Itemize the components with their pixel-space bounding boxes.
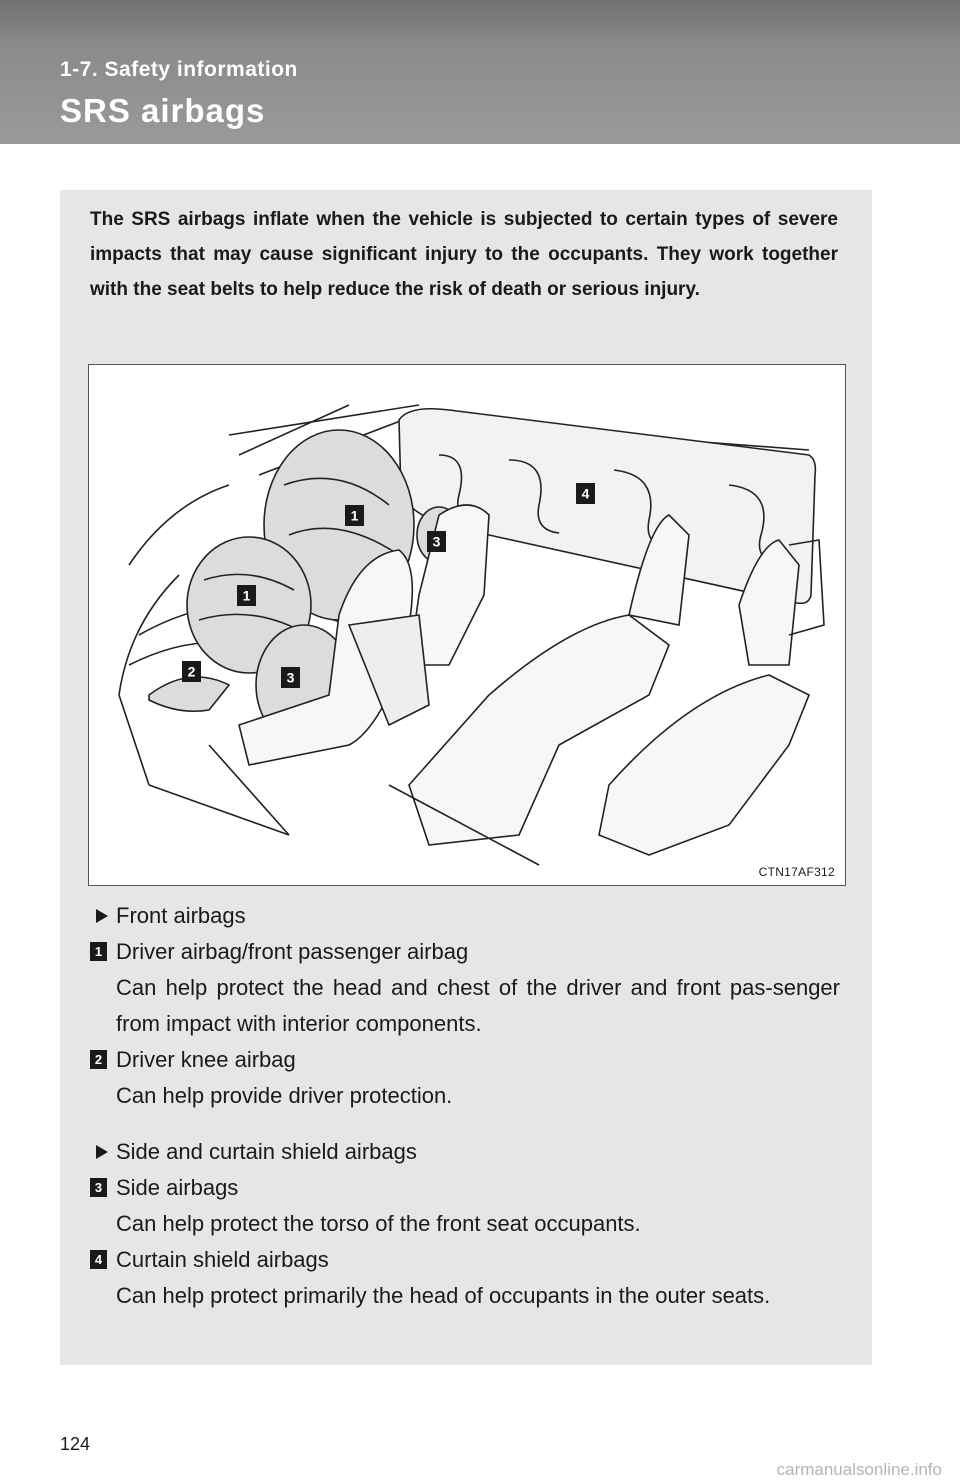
group-heading-side: Side and curtain shield airbags xyxy=(90,1134,840,1170)
page-header xyxy=(0,0,960,144)
list-item xyxy=(90,1242,840,1314)
item-description: Can help protect the torso of the front seat occupants. xyxy=(116,1211,641,1236)
content-panel xyxy=(60,190,872,1365)
item-name: Side airbags xyxy=(116,1175,239,1200)
list-item xyxy=(90,1042,840,1114)
page-number: 124 xyxy=(60,1434,91,1454)
triangle-bullet-icon xyxy=(96,1145,108,1159)
group-heading-front: Front airbags xyxy=(90,898,840,934)
svg-text:2: 2 xyxy=(187,663,196,680)
item-name: Curtain shield airbags xyxy=(116,1247,329,1272)
number-marker: 1 xyxy=(90,942,107,961)
number-marker: 3 xyxy=(90,1178,107,1197)
svg-text:4: 4 xyxy=(581,485,590,502)
svg-text:3: 3 xyxy=(286,669,295,686)
label-1-upper xyxy=(345,505,364,526)
label-2 xyxy=(182,661,201,682)
watermark: carmanualsonline.info xyxy=(776,1460,942,1479)
section-title: 1-7. Safety information xyxy=(60,58,298,81)
label-1-lower xyxy=(237,585,256,606)
intro-text: The SRS airbags inflate when the vehicle is subjected to certain types of severe impacts that may cause significant injury to the occupants. They work together with the seat belts to help reduce the risk of death or serious injury. xyxy=(90,209,838,300)
triangle-bullet-icon xyxy=(96,909,108,923)
item-name: Driver airbag/front passenger airbag xyxy=(116,939,469,964)
item-name: Driver knee airbag xyxy=(116,1047,296,1072)
list-item xyxy=(90,934,840,1042)
item-description: Can help protect the head and chest of the driver and front pas-senger from impact with interior components. xyxy=(116,975,840,1036)
svg-text:3: 3 xyxy=(432,533,441,550)
item-description: Can help protect primarily the head of occupants in the outer seats. xyxy=(116,1283,771,1308)
item-description: Can help provide driver protection. xyxy=(116,1083,453,1108)
list-item xyxy=(90,1170,840,1242)
svg-text:1: 1 xyxy=(350,507,359,524)
figure-code: CTN17AF312 xyxy=(758,865,835,879)
airbag-illustration xyxy=(88,364,846,886)
airbag-list xyxy=(90,898,840,1314)
page-title: SRS airbags xyxy=(60,92,266,129)
label-3-lower xyxy=(281,667,300,688)
number-marker: 2 xyxy=(90,1050,107,1069)
label-4 xyxy=(576,483,595,504)
vehicle-interior-drawing xyxy=(89,365,845,885)
svg-text:1: 1 xyxy=(242,587,251,604)
label-3-upper xyxy=(427,531,446,552)
number-marker: 4 xyxy=(90,1250,107,1269)
